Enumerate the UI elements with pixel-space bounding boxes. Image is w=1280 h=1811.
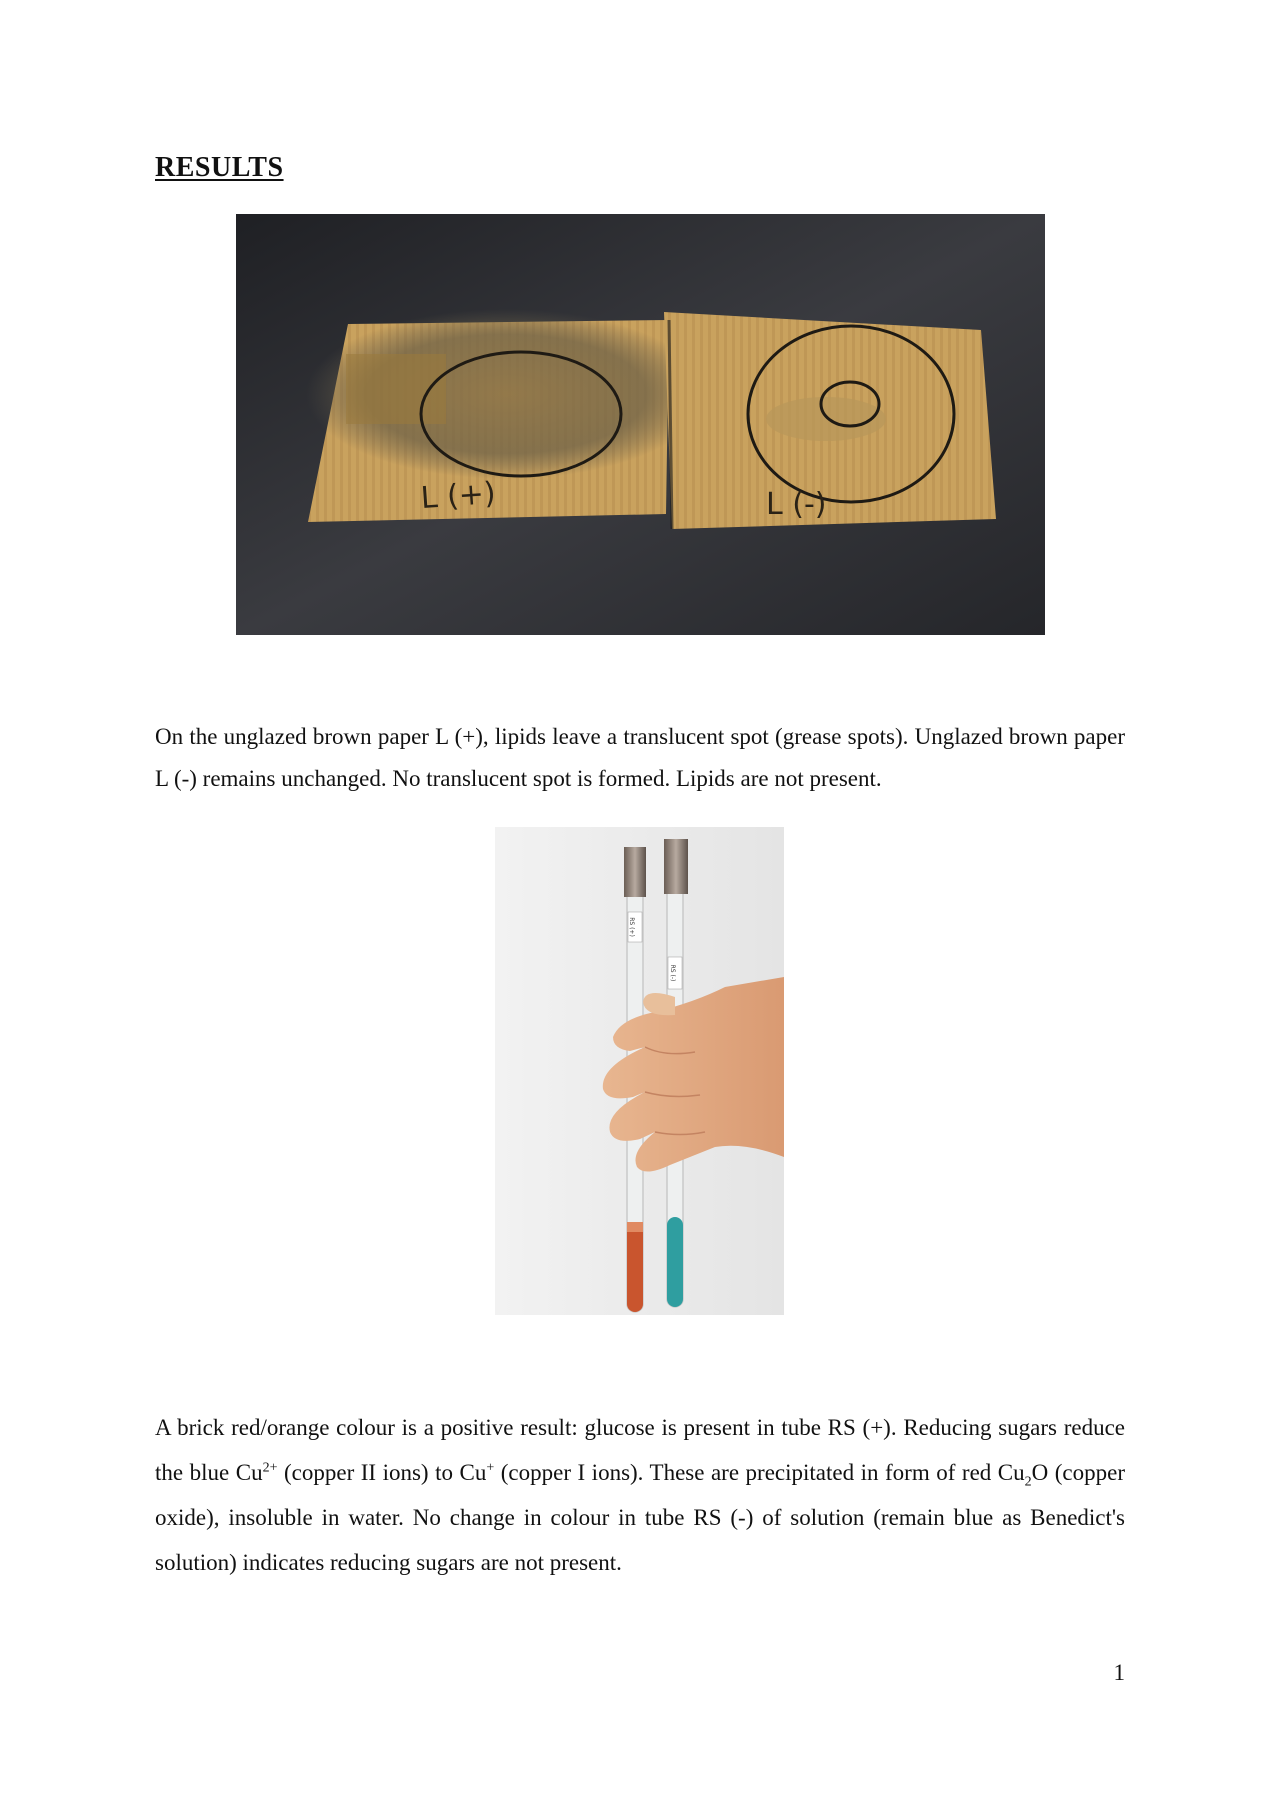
benedicts-result-paragraph: A brick red/orange colour is a positive result: glucose is present in tube RS (+). Reducing sugars reduce the blue $Cu^{2+}$ (copper II ions) to Cu+ (copper I ions). These are precipitated in form of red $Cu_2O$ (copper oxide), insoluble in water. No change in colour in tube RS (-) of solution (remain blue as Benedict's solution) indicates reducing sugars are not present. (155, 1415, 1125, 1575)
tube-label-left: RS (+) (628, 917, 635, 937)
benedicts-test-photo (495, 827, 784, 1315)
section-heading: RESULTS (155, 152, 284, 183)
paper-label-left: L (+) (419, 475, 497, 517)
page-number: 1 (1113, 1660, 1125, 1685)
tube-label-right: RS (-) (669, 964, 676, 982)
paper-l-negative (664, 312, 996, 529)
lipid-test-photo (236, 214, 1045, 635)
lipid-result-paragraph: On the unglazed brown paper L (+), lipids leave a translucent spot (grease spots). Unglazed brown paper L (-) remains unchanged. No translucent spot is formed. Lipids are not present. (155, 724, 1125, 791)
paper-l-positive (306, 309, 706, 522)
paper-label-right: L (-) (766, 487, 827, 522)
